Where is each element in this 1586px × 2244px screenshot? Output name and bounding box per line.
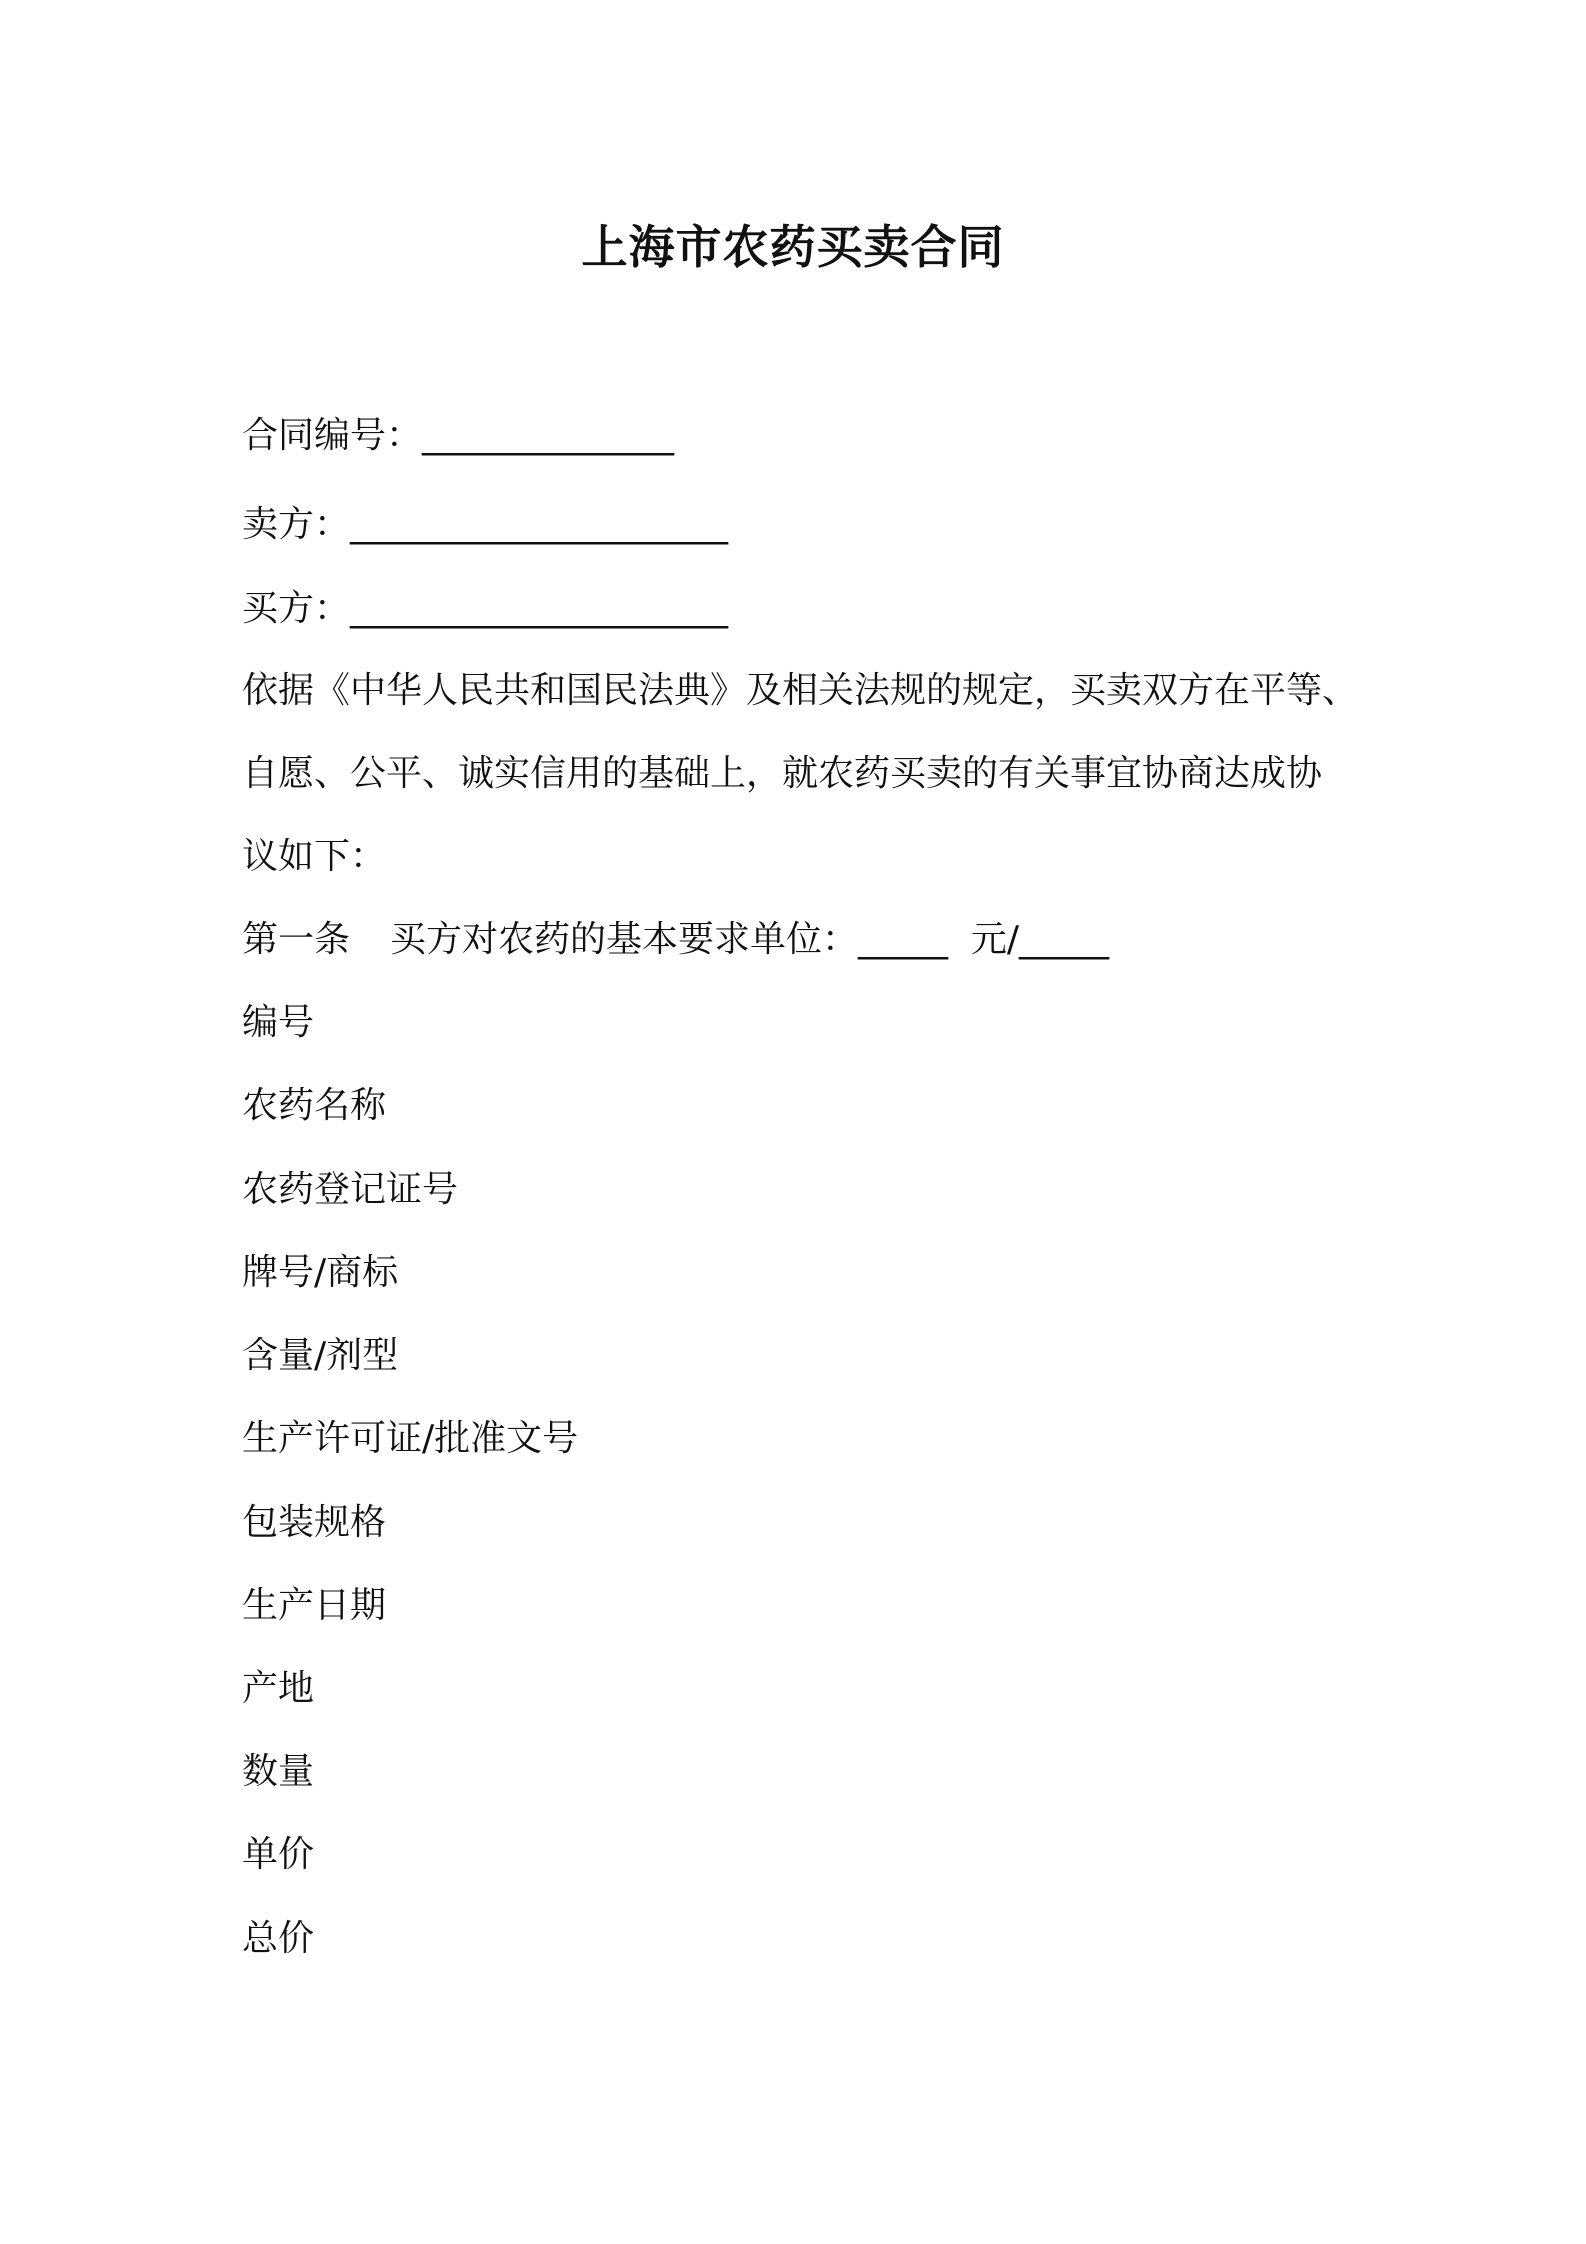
buyer-field: 买方：_____________________ — [242, 588, 729, 629]
list-item: 数量 — [242, 1751, 315, 1792]
article-1-label: 第一条 — [242, 919, 351, 960]
list-item: 包装规格 — [242, 1502, 387, 1543]
document-title: 上海市农药买卖合同 — [581, 220, 1005, 274]
list-item: 产地 — [242, 1668, 315, 1709]
list-item: 农药名称 — [242, 1085, 387, 1126]
list-item: 农药登记证号 — [242, 1169, 459, 1210]
article-1-text: 买方对农药的基本要求单位：_____ 元/_____ — [390, 919, 1110, 960]
preamble-line-3: 议如下： — [242, 836, 387, 877]
list-item: 生产日期 — [242, 1585, 387, 1626]
preamble-line-1: 依据《中华人民共和国民法典》及相关法规的规定，买卖双方在平等、 — [242, 670, 1359, 711]
list-item: 含量/剂型 — [242, 1335, 399, 1376]
list-item: 总价 — [242, 1918, 315, 1959]
list-item: 单价 — [242, 1834, 315, 1875]
article-1 — [242, 914, 1109, 966]
list-item: 生产许可证/批准文号 — [242, 1418, 579, 1459]
list-item: 牌号/商标 — [242, 1252, 399, 1293]
list-item: 编号 — [242, 1002, 315, 1043]
contract-number-field: 合同编号：______________ — [242, 415, 675, 456]
seller-field: 卖方：_____________________ — [242, 504, 729, 545]
preamble-line-2: 自愿、公平、诚实信用的基础上，就农药买卖的有关事宜协商达成协 — [242, 753, 1323, 794]
